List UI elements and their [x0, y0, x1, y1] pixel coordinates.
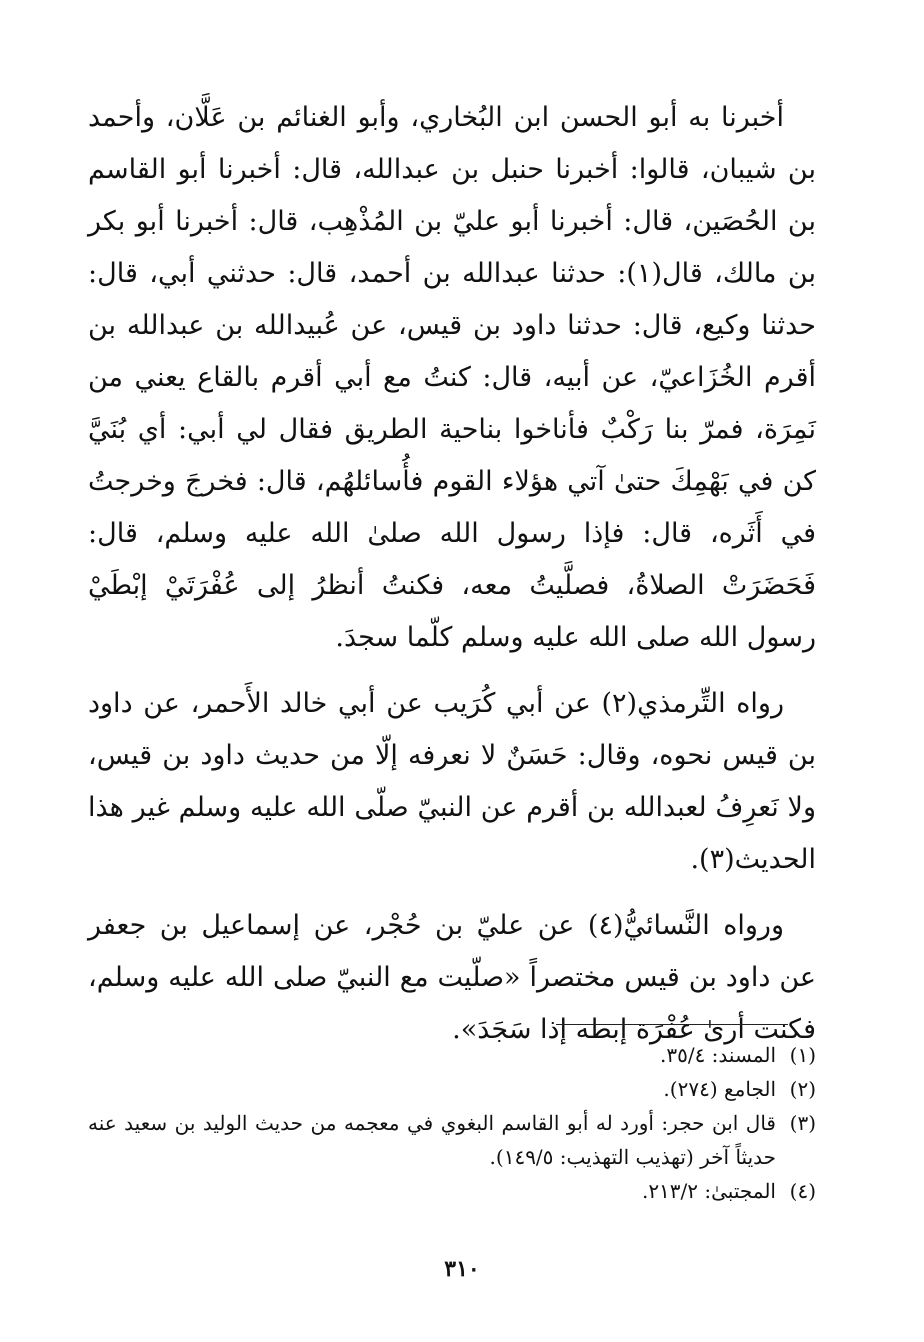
paragraph-3: ورواه النَّسائيُّ(٤) عن عليّ بن حُجْر، عن إسماعيل بن جعفر عن داود بن قيس مختصراً «صلّيت مع النبيّ صلى الله عليه وسلم، فكنت أرىٰ عُفْرَة إبطه إذا سَجَدَ». [88, 910, 816, 1045]
footnote-text: المجتبىٰ: ٢١٣/٢. [641, 1179, 776, 1203]
footnote-number: (١) [789, 1043, 816, 1067]
footnote-1 [88, 1038, 816, 1072]
footnote-text: قال ابن حجر: أورد له أبو القاسم البغوي في معجمه من حديث الوليد بن سعيد عنه حديثاً آخر (تهذيب التهذيب: ١٤٩/٥). [88, 1111, 776, 1169]
footnote-text: المسند: ٣٥/٤. [659, 1043, 776, 1067]
footnote-number: (٤) [789, 1179, 816, 1203]
footnote-3 [88, 1106, 816, 1174]
page-number: ٣١٠ [444, 1256, 480, 1282]
footnote-number: (٣) [789, 1111, 816, 1135]
paragraph-2: رواه التِّرمذي(٢) عن أبي كُرَيب عن أبي خالد الأَحمر، عن داود بن قيس نحوه، وقال: حَسَنٌ لا نعرفه إلّا من حديث داود بن قيس، ولا نَعرِفُ لعبدالله بن أقرم عن النبيّ صلّى الله عليه وسلم غير هذا الحديث(٣). [88, 688, 816, 875]
footnote-4 [88, 1174, 816, 1208]
paragraph-1: أخبرنا به أبو الحسن ابن البُخاري، وأبو الغنائم بن عَلَّان، وأحمد بن شيبان، قالوا: أخبرنا حنبل بن عبدالله، قال: أخبرنا أبو القاسم بن الحُصَين، قال: أخبرنا أبو عليّ بن المُذْهِب، قال: أخبرنا أبو بكر بن مالك، قال(١): حدثنا عبدالله بن أحمد، قال: حدثني أبي، قال: حدثنا وكيع، قال: حدثنا داود بن قيس، عن عُبيدالله بن عبدالله بن أقرم الخُزَاعيّ، عن أبيه، قال: كنتُ مع أبي أقرم بالقاع يعني من نَمِرَة، فمرّ بنا رَكْبٌ فأناخوا بناحية الطريق فقال لي أبي: أي بُنَيَّ كن في بَهْمِكَ حتىٰ آتي هؤلاء القوم فأُسائلهُم، قال: فخرجَ وخرجتُ في أَثَره، قال: فإذا رسول الله صلىٰ الله عليه وسلم، قال: فَحَضَرَتْ الصلاةُ، فصلَّيتُ معه، فكنتُ أنظرُ إلى عُفْرَتَيْ إبْطَيْ رسول الله صلى الله عليه وسلم كلّما سجدَ. [88, 102, 816, 653]
footnotes [88, 1038, 816, 1208]
footnote-separator [556, 1024, 788, 1025]
footnote-number: (٢) [789, 1077, 816, 1101]
footnote-text: الجامع (٢٧٤). [663, 1077, 776, 1101]
main-text [88, 92, 816, 1070]
footnote-2 [88, 1072, 816, 1106]
